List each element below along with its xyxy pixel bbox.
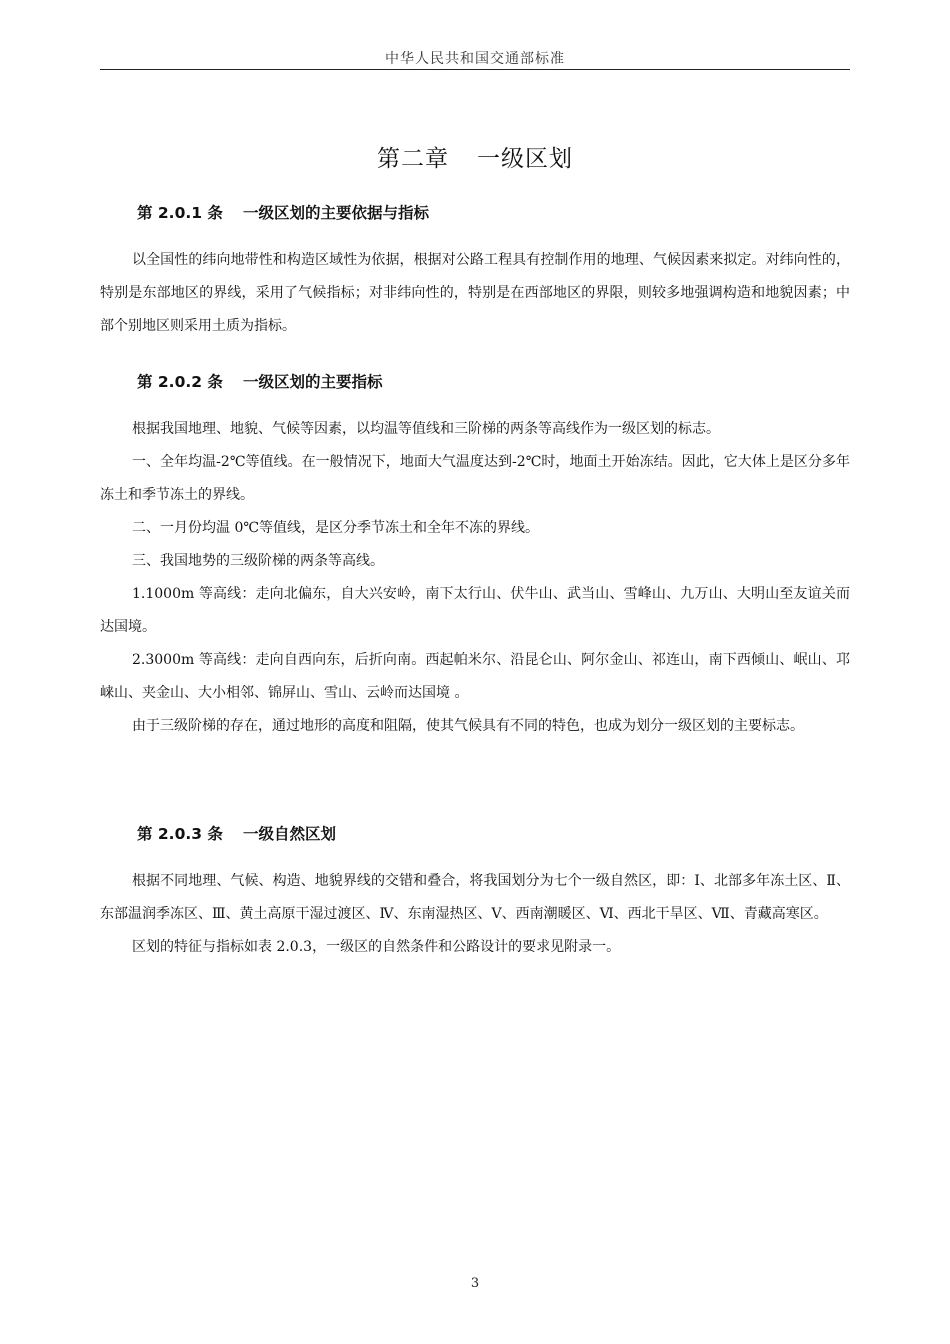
article-number: 第 2.0.2 条 bbox=[137, 373, 223, 391]
chapter-title: 一级区划 bbox=[477, 146, 573, 172]
article-number: 第 2.0.1 条 bbox=[137, 204, 223, 222]
header-divider bbox=[100, 69, 850, 70]
paragraph: 三、我国地势的三级阶梯的两条等高线。 bbox=[132, 553, 384, 569]
paragraph: 区划的特征与指标如表 2.0.3，一级区的自然条件和公路设计的要求见附录一。 bbox=[132, 939, 621, 955]
paragraph: 一、全年均温-2℃等值线。在一般情况下，地面大气温度达到-2℃时，地面土开始冻结。因此，它大体上是区分多年冻土和季节冻土的界线。 bbox=[100, 454, 850, 503]
article-number: 第 2.0.3 条 bbox=[137, 825, 223, 843]
article-heading-2-0-2 bbox=[137, 370, 382, 392]
paragraph: 2.3000m 等高线：走向自西向东，后折向南。西起帕米尔、沿昆仑山、阿尔金山、祁连山，南下西倾山、岷山、邛崃山、夹金山、大小相邻、锦屏山、雪山、云岭而达国境 。 bbox=[100, 652, 850, 701]
paragraph: 1.1000m 等高线：走向北偏东，自大兴安岭，南下太行山、伏牛山、武当山、雪峰山、九万山、大明山至友谊关而达国境。 bbox=[100, 586, 850, 635]
paragraph: 根据不同地理、气候、构造、地貌界线的交错和叠合，将我国划分为七个一级自然区，即：Ⅰ、北部多年冻土区、Ⅱ、东部温润季冻区、Ⅲ、黄土高原干湿过渡区、Ⅳ、东南湿热区、Ⅴ、西南潮暖区、Ⅵ、西北干旱区、Ⅶ、青藏高寒区。 bbox=[100, 873, 850, 922]
article-heading-2-0-3 bbox=[137, 822, 336, 844]
paragraph: 由于三级阶梯的存在，通过地形的高度和阻隔，使其气候具有不同的特色，也成为划分一级区划的主要标志。 bbox=[132, 718, 804, 734]
paragraph: 以全国性的纬向地带性和构造区域性为依据，根据对公路工程具有控制作用的地理、气候因素来拟定。对纬向性的，特别是东部地区的界线，采用了气候指标；对非纬向性的，特别是在西部地区的界限，则较多地强调构造和地貌因素；中部个别地区则采用土质为指标。 bbox=[100, 252, 850, 334]
article-heading-2-0-1 bbox=[137, 201, 429, 223]
chapter-number: 第二章 bbox=[377, 146, 449, 172]
running-header: 中华人民共和国交通部标准 bbox=[385, 51, 565, 67]
section-body-2-0-2 bbox=[100, 413, 850, 743]
section-body-2-0-1 bbox=[100, 244, 850, 343]
paragraph: 根据我国地理、地貌、气候等因素，以均温等值线和三阶梯的两条等高线作为一级区划的标志。 bbox=[132, 421, 720, 437]
article-title: 一级区划的主要指标 bbox=[242, 373, 383, 391]
article-title: 一级自然区划 bbox=[242, 825, 336, 843]
paragraph: 二、一月份均温 0℃等值线，是区分季节冻土和全年不冻的界线。 bbox=[132, 520, 540, 536]
chapter-heading bbox=[100, 140, 850, 173]
article-title: 一级区划的主要依据与指标 bbox=[242, 204, 429, 222]
section-body-2-0-3 bbox=[100, 865, 850, 964]
page-number: 3 bbox=[470, 1276, 480, 1291]
